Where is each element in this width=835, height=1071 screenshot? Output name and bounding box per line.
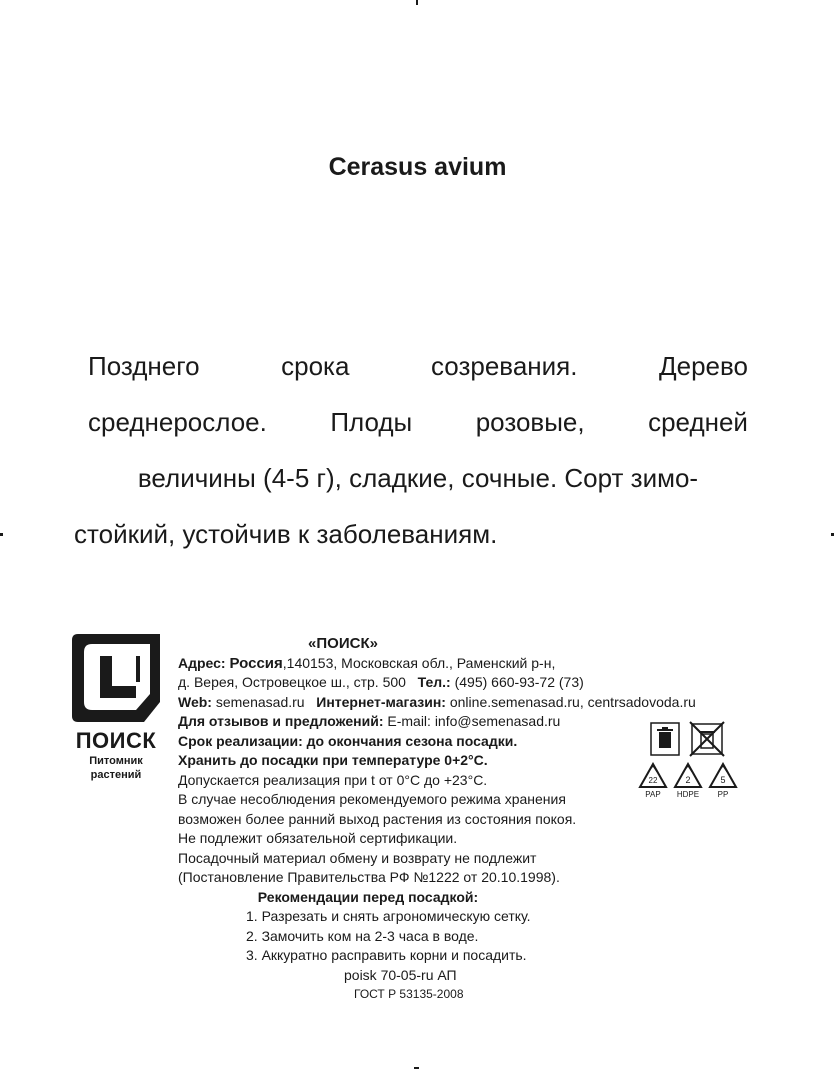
product-code: poisk 70-05-ru АП	[344, 966, 457, 983]
svg-text:22: 22	[648, 776, 658, 785]
website-link: semenasad.ru	[215, 693, 305, 710]
company-logo	[66, 632, 166, 782]
recycle-label: HDPE	[676, 790, 700, 799]
crop-mark-left	[0, 533, 3, 536]
recycle-label: PAP	[645, 790, 661, 799]
label-info-block	[178, 634, 778, 1005]
sale-temperature: Допускается реализация при t от 0°С до +23°С.	[178, 771, 488, 788]
poisk-logo-icon	[70, 632, 162, 724]
description-line-3: величины (4-5 г), сладкие, сочные. Сорт зимо-	[137, 463, 699, 493]
logo-subtitle-2: растений	[90, 769, 142, 781]
certification-note: Не подлежит обязательной сертификации.	[178, 830, 458, 846]
variety-description	[74, 338, 748, 562]
logo-name: ПОИСК	[75, 728, 157, 753]
recommendation-step: 1. Разрезать и снять агрономическую сетку.	[246, 908, 531, 924]
return-policy-decree: (Постановление Правительства РФ №1222 от 20.10.1998).	[178, 869, 560, 885]
return-policy: Посадочный материал обмену и возврату не подлежит	[178, 849, 537, 866]
logo-subtitle-1: Питомник	[89, 755, 143, 767]
storage-warning-1: В случае несоблюдения рекомендуемого режима хранения	[178, 791, 566, 807]
storage-warning-2: возможен более ранний выход растения из состояния покоя.	[178, 810, 577, 827]
storage-temperature: Хранить до посадки при температуре 0+2°С.	[178, 752, 488, 768]
trash-bin-icon	[650, 722, 680, 756]
recycle-pp-icon	[708, 762, 738, 790]
svg-text:5: 5	[720, 775, 726, 785]
recycle-pap-icon	[638, 762, 668, 790]
recommendations-title: Рекомендации перед посадкой:	[257, 888, 479, 905]
web-line: Web: semenasad.ru Интернет-магазин: online.semenasad.ru, centrsadovoda.ru	[178, 693, 696, 710]
description-line-1: Позднего срока созревания. Дерево	[88, 351, 748, 381]
recycle-hdpe-icon	[673, 762, 703, 790]
description-line-4: стойкий, устойчив к заболеваниям.	[74, 519, 498, 549]
species-title: Cerasus avium	[328, 153, 507, 181]
crop-mark-right	[831, 533, 834, 536]
no-dispose-icon	[688, 720, 726, 758]
sale-period: Срок реализации: до окончания сезона посадки.	[178, 732, 518, 749]
address-line-1: Адрес: Россия,140153, Московская обл., Раменский р-н,	[178, 654, 556, 672]
feedback-line: Для отзывов и предложений: E-mail: info@semenasad.ru	[178, 713, 561, 729]
recommendation-step: 2. Замочить ком на 2-3 часа в воде.	[246, 927, 479, 944]
svg-text:2: 2	[685, 775, 691, 785]
gost-standard: ГОСТ Р 53135-2008	[354, 987, 464, 1001]
description-line-2: среднерослое. Плоды розовые, средней	[88, 407, 748, 437]
crop-mark-bottom	[414, 1067, 419, 1069]
recommendation-step: 3. Аккуратно расправить корни и посадить.	[246, 947, 527, 963]
address-line-2: д. Верея, Островецкое ш., стр. 500 Тел.: (495) 660-93-72 (73)	[178, 674, 584, 690]
shop-link: online.semenasad.ru, centrsadovoda.ru	[449, 693, 696, 710]
crop-mark-top	[416, 0, 418, 5]
recycle-label: PP	[717, 790, 729, 799]
company-name: «ПОИСК»	[308, 635, 378, 652]
